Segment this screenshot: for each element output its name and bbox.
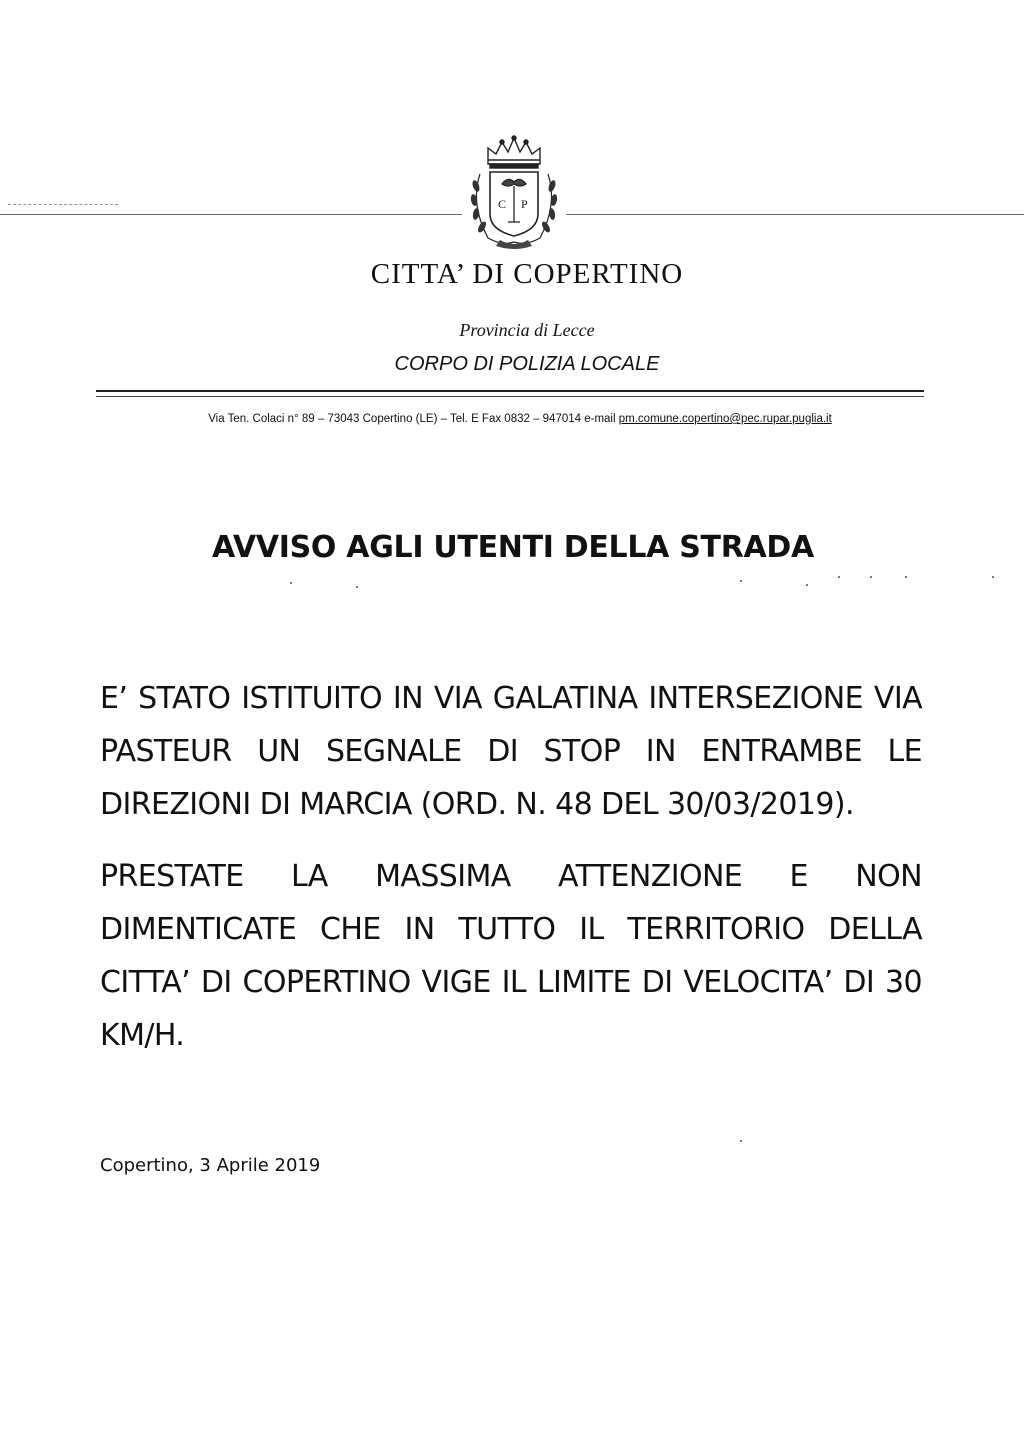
crest-letter-c: C: [498, 197, 507, 211]
scan-speck: [838, 576, 840, 578]
contact-address-line: [0, 413, 1024, 425]
scan-artifact-line-right: [566, 214, 1024, 215]
scan-speck: [740, 580, 742, 582]
city-name-heading: CITTA’ DI COPERTINO: [370, 258, 684, 290]
department-name: CORPO DI POLIZIA LOCALE: [394, 353, 660, 375]
header-divider-thick: [96, 390, 924, 392]
province-name: Provincia di Lecce: [459, 320, 595, 340]
address-text: Via Ten. Colaci n° 89 – 73043 Copertino (LE) – Tel. E Fax 0832 – 947014 e-mail: [208, 413, 619, 425]
city-crest-emblem: [458, 134, 570, 252]
scan-speck: [992, 576, 994, 578]
header-divider-thin: [96, 396, 924, 397]
scan-speck: [905, 576, 907, 578]
scan-speck: [870, 576, 872, 578]
email-link[interactable]: pm.comune.copertino@pec.rupar.puglia.it: [618, 413, 832, 425]
scan-speck: [290, 582, 292, 584]
scan-speck: [806, 584, 808, 586]
scan-artifact-dash: [8, 204, 118, 206]
scan-speck: [356, 586, 358, 588]
notice-paragraph-2: PRESTATE LA MASSIMA ATTENZIONE E NON DIMENTICATE CHE IN TUTTO IL TERRITORIO DELLA CITTA’ DI COPERTINO VIGE IL LIMITE DI VELOCITA’ DI 30 KM/H.: [100, 859, 922, 1053]
scan-speck: [740, 1140, 742, 1142]
notice-title: AVVISO AGLI UTENTI DELLA STRADA: [212, 530, 814, 565]
scan-artifact-line-left: [0, 214, 462, 215]
place-and-date: Copertino, 3 Aprile 2019: [100, 1155, 321, 1176]
crest-letter-p: P: [521, 197, 528, 211]
notice-paragraph-1: E’ STATO ISTITUITO IN VIA GALATINA INTERSEZIONE VIA PASTEUR UN SEGNALE DI STOP IN ENTRAMBE LE DIREZIONI DI MARCIA (ORD. N. 48 DEL 30/03/2019).: [100, 681, 922, 822]
